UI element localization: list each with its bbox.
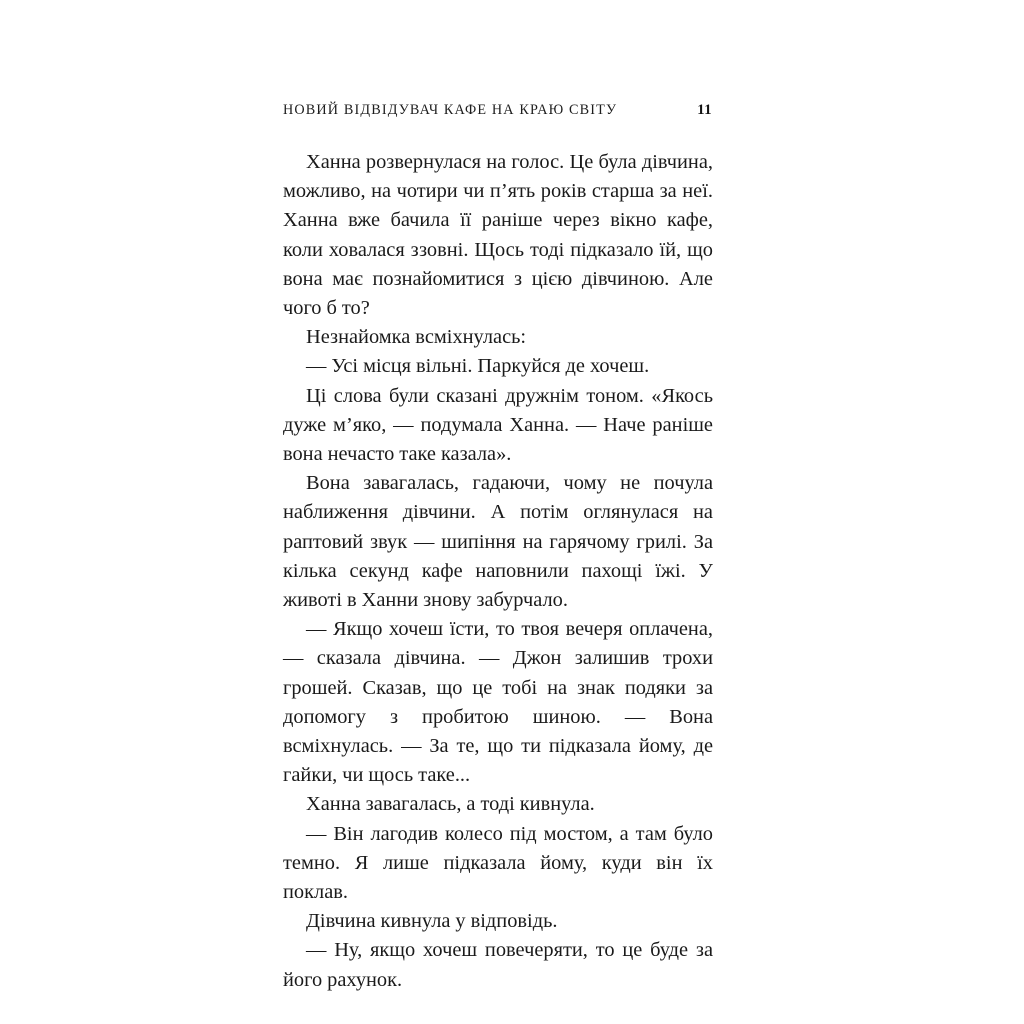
paragraph: — Якщо хочеш їсти, то твоя вечеря оплачена, — сказала дівчина. — Джон залишив трохи грошей. Сказав, що це тобі на знак подяки за допомогу з пробитою шиною. — Вона всміхнулась. — За те, що ти підказала йому, де гайки, чи щось таке...: [283, 618, 713, 787]
page-number: 11: [697, 102, 712, 118]
paragraph: Вона завагалась, гадаючи, чому не почула наближення дівчини. А потім оглянулася на раптовий звук — шипіння на гарячому грилі. За кілька секунд кафе наповнили пахощі їжі. У животі в Ханни знову забурчало.: [283, 472, 713, 612]
running-head-title: НОВИЙ ВІДВІДУВАЧ КАФЕ НА КРАЮ СВІТУ: [283, 102, 618, 118]
paragraph: — Він лагодив колесо під мостом, а там було темно. Я лише підказала йому, куди він їх поклав.: [283, 822, 713, 904]
paragraph: — Усі місця вільні. Паркуйся де хочеш.: [306, 355, 650, 378]
paragraph: Дівчина кивнула у відповідь.: [306, 910, 558, 933]
paragraph: Ці слова були сказані дружнім тоном. «Якось дуже м’яко, — подумала Ханна. — Наче раніше вона нечасто таке казала».: [283, 384, 713, 466]
paragraph: Незнайомка всміхнулась:: [306, 326, 527, 349]
paragraph: Ханна завагалась, а тоді кивнула.: [306, 793, 595, 816]
running-head: [283, 103, 712, 118]
paragraph: Ханна розвернулася на голос. Це була дівчина, можливо, на чотири чи п’ять років старша за неї. Ханна вже бачила її раніше через вікно кафе, коли ховалася ззовні. Щось тоді підказало їй, що вона має познайомитися з цією дівчиною. Але чого б то?: [283, 151, 713, 320]
paragraph: — Ну, якщо хочеш повечеряти, то це буде за його рахунок.: [283, 939, 713, 991]
body-text-block: [283, 148, 713, 995]
